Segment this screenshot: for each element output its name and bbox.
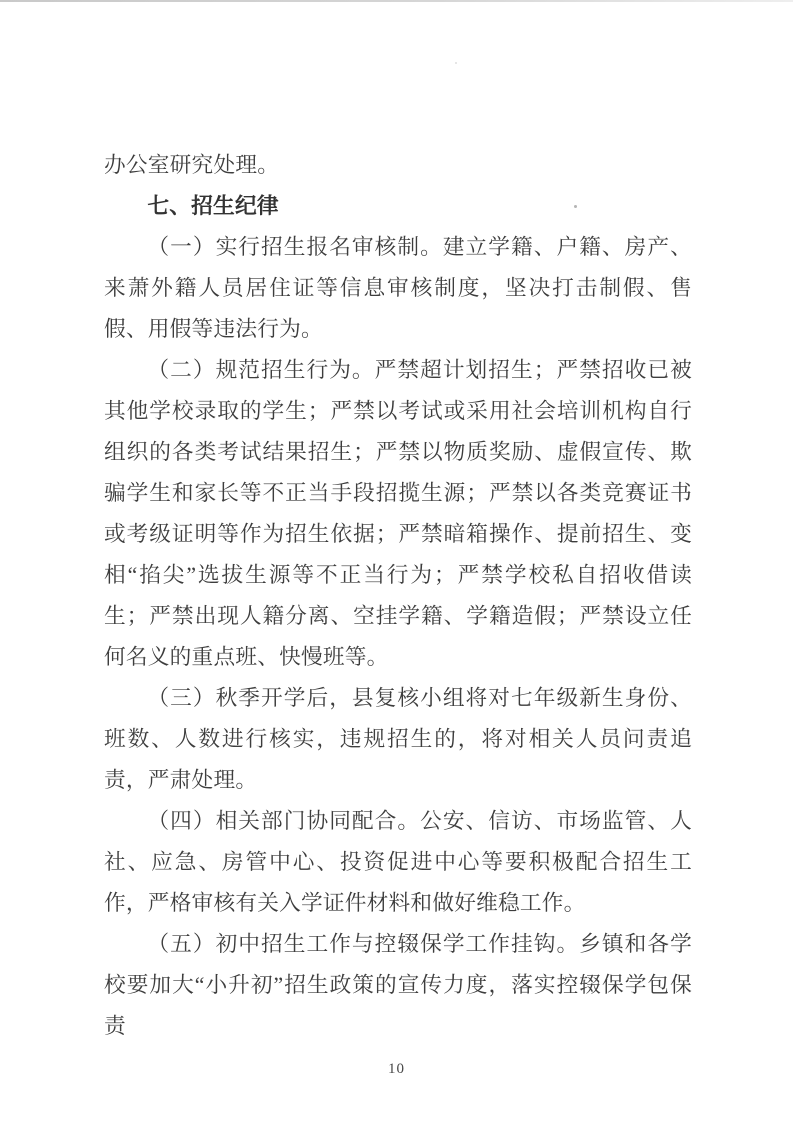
paragraph-item-5: （五）初中招生工作与控辍保学工作挂钩。乡镇和各学校要加大“小升初”招生政策的宣传力度，落实控辍保学包保责 — [104, 932, 692, 1038]
section-heading: 七、招生纪律 — [147, 194, 279, 218]
scan-speck — [455, 62, 457, 64]
paragraph-item-3: （三）秋季开学后，县复核小组将对七年级新生身份、班数、人数进行核实，违规招生的，将对相关人员问责追责，严肃处理。 — [104, 686, 692, 792]
paragraph-continuation: 办公室研究处理。 — [104, 153, 280, 177]
scan-edge-artifact — [0, 0, 793, 2]
paragraph-item-4: （四）相关部门协同配合。公安、信访、市场监管、人社、应急、房管中心、投资促进中心等要积极配合招生工作，严格审核有关入学证件材料和做好维稳工作。 — [104, 809, 692, 915]
page-number: 10 — [388, 1061, 405, 1077]
scan-speck — [574, 205, 577, 208]
document-body — [104, 145, 692, 1047]
paragraph-item-2: （二）规范招生行为。严禁超计划招生；严禁招收已被其他学校录取的学生；严禁以考试或采用社会培训机构自行组织的各类考试结果招生；严禁以物质奖励、虚假宣传、欺骗学生和家长等不正当手段招揽生源；严禁以各类竞赛证书或考级证明等作为招生依据；严禁暗箱操作、提前招生、变相“掐尖”选拔生源等不正当行为；严禁学校私自招收借读生；严禁出现人籍分离、空挂学籍、学籍造假；严禁设立任何名义的重点班、快慢班等。 — [104, 358, 692, 669]
paragraph-item-1: （一）实行招生报名审核制。建立学籍、户籍、房产、来萧外籍人员居住证等信息审核制度，坚决打击制假、售假、用假等违法行为。 — [104, 235, 692, 341]
